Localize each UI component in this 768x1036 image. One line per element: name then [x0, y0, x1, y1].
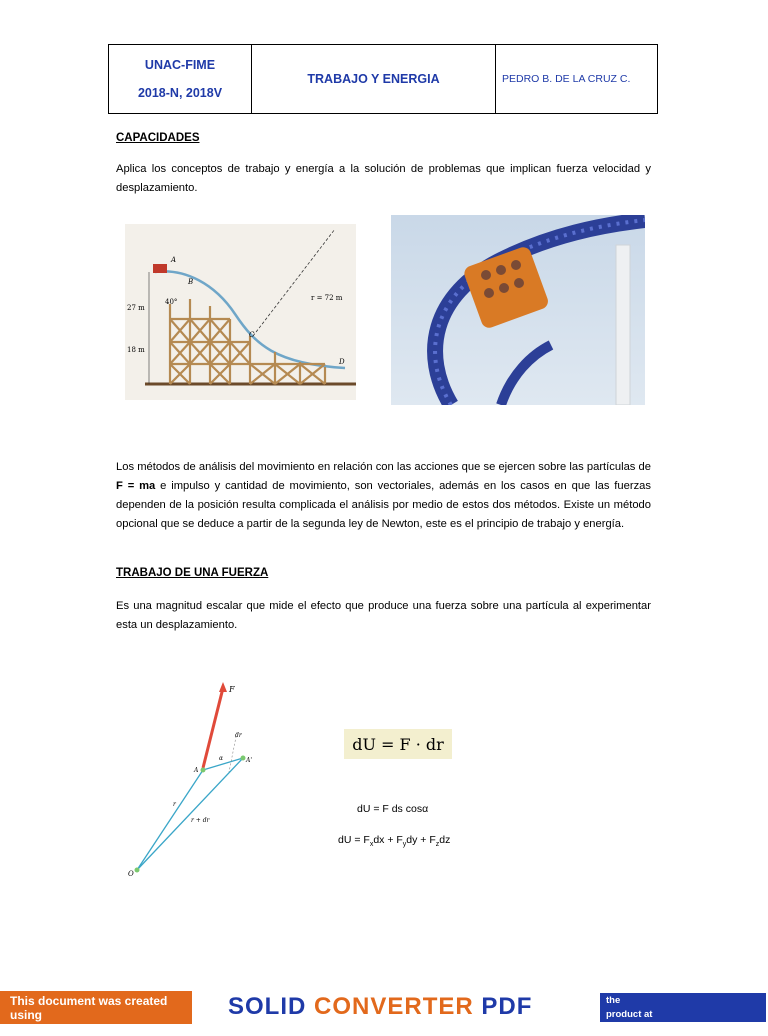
label-radius: r = 72 m	[311, 294, 343, 302]
formula-main-text: dU = F · dr	[352, 734, 444, 754]
label-c: C	[249, 331, 255, 339]
document-title: TRABAJO Y ENERGIA	[307, 72, 440, 86]
watermark-banner	[0, 980, 768, 1034]
banner-left-text: This document was created using	[0, 991, 192, 1024]
label-point-a: A	[194, 767, 199, 774]
paragraph-capacidades: Aplica los conceptos de trabajo y energía a la solución de problemas que implican fuerza velocidad y desplazamiento.	[116, 163, 651, 194]
brand-solid: SOLID	[228, 993, 315, 1020]
label-height-27: 27 m	[127, 304, 145, 312]
metodos-text-before: Los métodos de análisis del movimiento en relación con las acciones que se ejercen sobre las partículas de	[116, 461, 651, 473]
header-cell-institution	[109, 45, 252, 113]
header-cell-author	[496, 45, 657, 113]
label-force: F	[229, 685, 235, 694]
header-cell-title	[252, 45, 496, 113]
header-table	[108, 44, 658, 114]
label-dr: dr	[235, 732, 242, 739]
formula-eq1: dU = F ds cosα	[357, 803, 429, 815]
banner-right-line2: product at www.SolidDocuments.com	[606, 1008, 728, 1034]
label-r: r	[173, 801, 176, 808]
label-origin: O	[128, 870, 134, 878]
roller-coaster-diagram	[125, 224, 356, 400]
label-r-plus-dr: r + dr	[191, 817, 210, 824]
label-b: B	[188, 278, 194, 286]
banner-right-line1: To remove this message, purchase the	[606, 980, 764, 1006]
formula-main	[344, 729, 452, 759]
force-vector-diagram	[125, 680, 265, 880]
institution: UNAC-FIME	[144, 58, 216, 72]
heading-trabajo: TRABAJO DE UNA FUERZA	[116, 567, 269, 579]
label-a: A	[171, 256, 177, 264]
banner-brand	[228, 993, 532, 1021]
label-point-a-prime: A'	[246, 757, 252, 764]
metodos-text-after: e impulso y cantidad de movimiento, son vectoriales, además en los casos en que las fuerzas dependen de la posición resulta complicada el análisis por medio de estos dos métodos. Existe un método opcional que se deduce a partir de la segunda ley de Newton, este es el principio de trabajo y energía.	[116, 480, 651, 530]
label-height-18: 18 m	[127, 346, 145, 354]
author: PEDRO B. DE LA CRUZ C.	[502, 73, 631, 85]
label-angle: 40°	[165, 298, 178, 306]
roller-coaster-photo	[391, 215, 645, 405]
banner-right-link[interactable]	[600, 980, 766, 1034]
brand-pdf: PDF	[473, 993, 533, 1020]
formula-eq2: dU = $F_xdx + F_ydy + F_zdz$	[338, 834, 451, 849]
label-alpha: α	[219, 755, 224, 762]
heading-capacidades: CAPACIDADES	[116, 132, 200, 144]
brand-converter: CONVERTER	[314, 993, 474, 1020]
car-icon	[153, 264, 167, 273]
metodos-formula: F = ma	[116, 480, 156, 492]
paragraph-trabajo: Es una magnitud escalar que mide el efecto que produce una fuerza sobre una partícula al experimentar esta un desplazamiento.	[116, 600, 651, 631]
label-d: D	[339, 358, 345, 366]
term: 2018-N, 2018V	[137, 86, 223, 100]
paragraph-metodos	[116, 458, 651, 534]
